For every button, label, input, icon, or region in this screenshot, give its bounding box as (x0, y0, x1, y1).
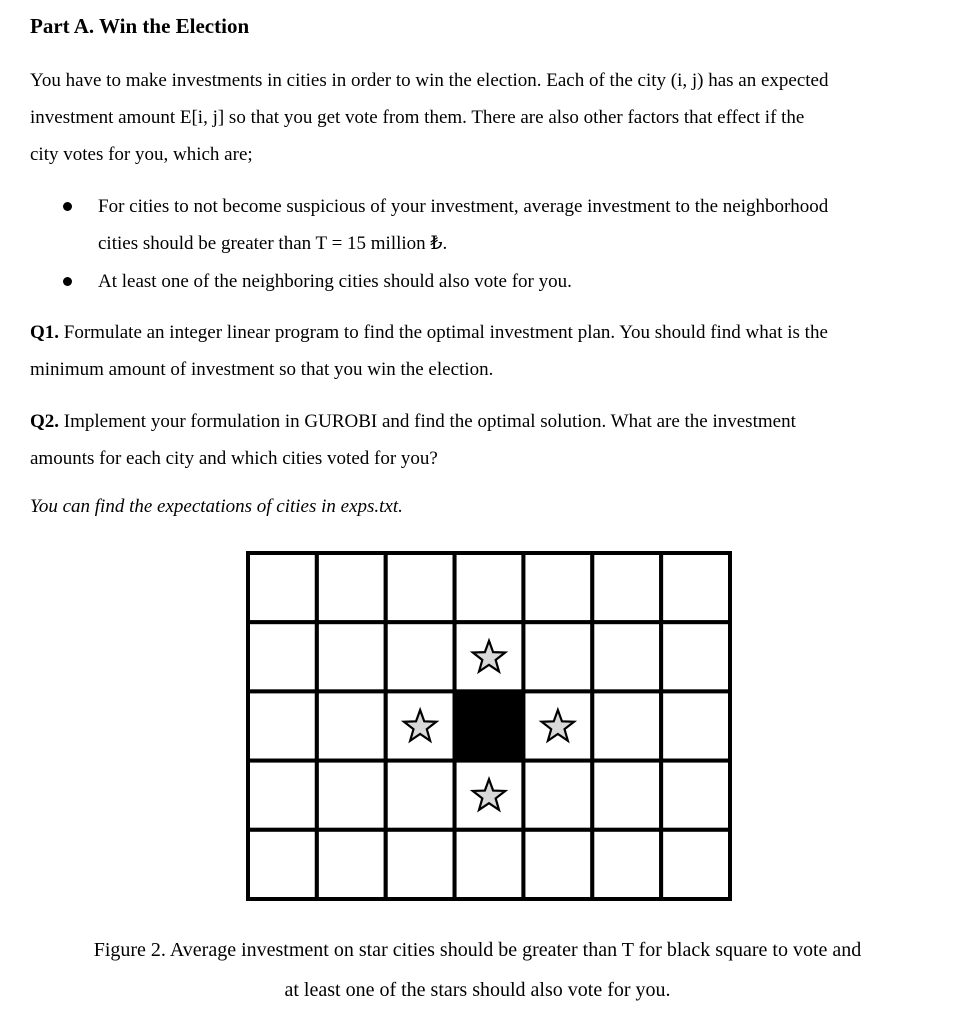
grid-cell (386, 553, 455, 622)
q2-line-2: amounts for each city and which cities voted for you? (30, 448, 438, 469)
grid-cell (661, 553, 730, 622)
data-file-note: You can find the expectations of cities in exps.txt. (30, 496, 403, 517)
grid-cell (317, 622, 386, 691)
grid-cell (248, 553, 317, 622)
figure-caption (0, 930, 955, 1010)
grid-cell (317, 830, 386, 899)
grid-cell (592, 553, 661, 622)
caption-line-2: at least one of the stars should also vote for you. (284, 979, 671, 1001)
grid-cell (386, 622, 455, 691)
q1-line-2: minimum amount of investment so that you win the election. (30, 359, 494, 380)
grid-cell (386, 830, 455, 899)
grid-cell (592, 830, 661, 899)
bullet-line-2: cities should be greater than T = 15 million ₺. (98, 233, 448, 254)
grid-cell (523, 622, 592, 691)
bullet-line-1: At least one of the neighboring cities should also vote for you. (98, 271, 572, 292)
grid-cell (592, 691, 661, 760)
intro-line-2: investment amount E[i, j] so that you get vote from them. There are also other factors that effect if the (30, 107, 805, 128)
grid-cell (455, 553, 524, 622)
question-q1 (30, 314, 935, 388)
grid-cell (248, 761, 317, 830)
grid-cell (661, 691, 730, 760)
bullet-text (98, 263, 928, 300)
q1-label: Q1. (30, 322, 60, 343)
q1-line-1 (30, 314, 935, 351)
grid-cell (317, 691, 386, 760)
q2-line-1 (30, 403, 935, 440)
grid-cell (661, 622, 730, 691)
grid-cell (317, 761, 386, 830)
bullet-line-1: For cities to not become suspicious of your investment, average investment to the neighborhood (98, 196, 829, 217)
grid-cell (592, 622, 661, 691)
black-square-cell (455, 691, 524, 760)
intro-paragraph (30, 62, 930, 173)
q2-text: Implement your formulation in GUROBI and find the optimal solution. What are the investment (59, 411, 796, 432)
grid-cell (248, 830, 317, 899)
bullet-text (98, 188, 928, 262)
grid-cell (523, 761, 592, 830)
grid-cell (455, 830, 524, 899)
q1-text: Formulate an integer linear program to find the optimal investment plan. You should find what is the (59, 322, 828, 343)
intro-line-1: You have to make investments in cities in order to win the election. Each of the city (i, j) has an expected (30, 70, 829, 91)
grid-cell (523, 553, 592, 622)
question-q2 (30, 403, 935, 477)
grid-cell (248, 622, 317, 691)
section-heading: Part A. Win the Election (30, 14, 250, 38)
grid-cell (592, 761, 661, 830)
grid-cell (317, 553, 386, 622)
city-grid-figure (245, 550, 733, 902)
intro-line-3: city votes for you, which are; (30, 144, 253, 165)
grid-cell (386, 761, 455, 830)
grid-cell (248, 691, 317, 760)
q2-label: Q2. (30, 411, 60, 432)
bullet-dot (63, 277, 72, 286)
grid-cell (523, 830, 592, 899)
grid-cell (661, 830, 730, 899)
bullet-dot (63, 202, 72, 211)
grid-cell (661, 761, 730, 830)
caption-line-1: Figure 2. Average investment on star cities should be greater than T for black square to vote and (93, 939, 862, 961)
